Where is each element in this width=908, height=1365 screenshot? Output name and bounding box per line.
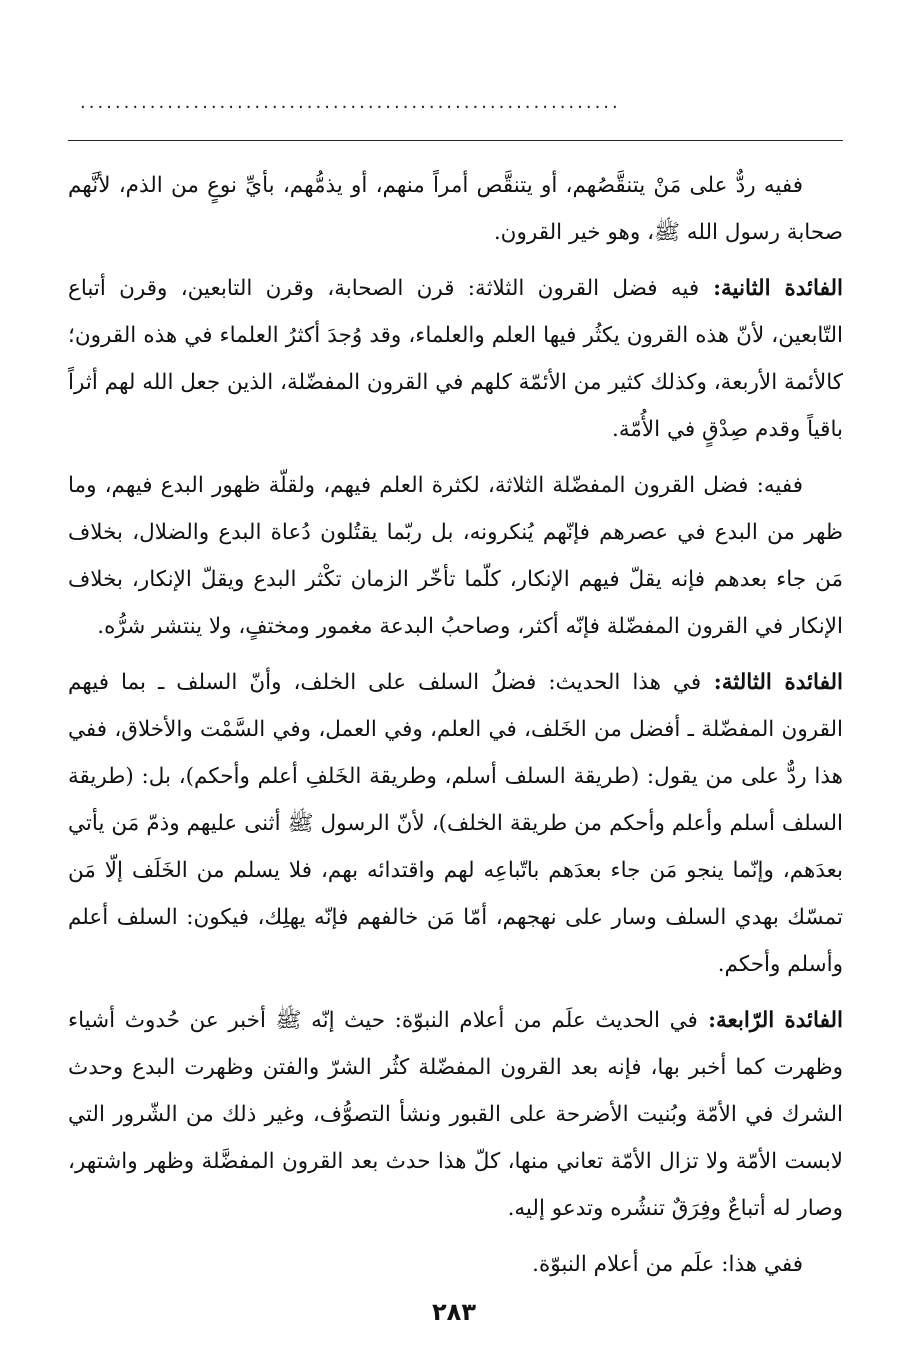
paragraph-heading: الفائدة الرّابعة:	[697, 1008, 843, 1033]
paragraph	[68, 462, 843, 650]
paragraph	[68, 1241, 843, 1288]
paragraph-text: ففي هذا: علَم من أعلام النبوّة.	[532, 1252, 803, 1277]
paragraph-text: ففيه: فضل القرون المفضّلة الثلاثة، لكثرة العلم فيهم، ولقلّة ظهور البدع فيهم، وما ظهر من البدع في عصرهم فإنّهم يُنكرونه، بل ربّما يقتُلون دُعاة البدع والضلال، بخلاف مَن جاء بعدهم فإنه يقلّ فيهم الإنكار، كلّما تأخّر الزمان تكْثر البدع ويقلّ الإنكار، بخلاف الإنكار في القرون المفضّلة فإنّه أكثر، وصاحبُ البدعة مغمور ومختفٍ، ولا ينتشر شرُّه.	[68, 473, 843, 639]
paragraph	[68, 997, 843, 1232]
paragraph-text: في هذا الحديث: فضلُ السلف على الخلف، وأنّ السلف ـ بما فيهم القرون المفضّلة ـ أفضل من الخَلف، في العلم، وفي العمل، وفي السَّمْت والأخلاق، ففي هذا ردٌّ على من يقول: (طريقة السلف أسلم، وطريقة الخَلفِ أعلم وأحكم)، بل: (طريقة السلف أسلم وأعلم وأحكم من طريقة الخلف)، لأنّ الرسول ﷺ أثنى عليهم وذمّ مَن يأتي بعدَهم، وإنّما ينجو مَن جاء بعدَهم باتّباعِه لهم واقتدائه بهم، فلا يسلم من الخَلَف إلّا مَن تمسّك بهدي السلف وسار على نهجهم، أمّا مَن خالفهم فإنّه يهلِك، فيكون: السلف أعلم وأسلم وأحكم.	[68, 670, 843, 977]
paragraph-heading: الفائدة الثانية:	[699, 276, 843, 301]
header-dotted-line: ..............................................................	[80, 92, 621, 113]
page-number: ٢٨٣	[432, 1298, 476, 1326]
paragraph-text: في الحديث علَم من أعلام النبوّة: حيث إنّه ﷺ أخبر عن حُدوث أشياء وظهرت كما أخبر بها، فإنه بعد القرون المفضّلة كثُر الشرّ والفتن وظهرت البدع وحدث الشرك في الأمّة وبُنيت الأضرحة على القبور ونشأ التصوُّف، وغير ذلك من الشّرور التي لابست الأمّة ولا تزال الأمّة تعاني منها، كلّ هذا حدث بعد القرون المفضَّلة وظهر واشتهر، وصار له أتباعٌ وفِرَقٌ تنشُره وتدعو إليه.	[68, 1008, 843, 1221]
header-rule	[68, 140, 843, 141]
paragraph	[68, 162, 843, 256]
paragraph-heading: الفائدة الثالثة:	[701, 670, 843, 695]
paragraph	[68, 265, 843, 453]
paragraph	[68, 659, 843, 988]
page-body	[68, 162, 843, 1288]
paragraph-text: ففيه ردٌّ على مَنْ يتنقَّصُهم، أو يتنقَّص أمراً منهم، أو يذمُّهم، بأيِّ نوعٍ من الذم، لأنَّهم صحابة رسول الله ﷺ، وهو خير القرون.	[68, 173, 843, 245]
paragraph-text: فيه فضل القرون الثلاثة: قرن الصحابة، وقرن التابعين، وقرن أتباع التّابعين، لأنّ هذه القرون يكثُر فيها العلم والعلماء، وقد وُجدَ أكثرُ العلماء في هذه القرون؛ كالأئمة الأربعة، وكذلك كثير من الأئمّة كلهم في القرون المفضّلة، الذين جعل الله لهم أثراً باقياً وقدم صِدْقٍ في الأُمّة.	[68, 276, 843, 442]
